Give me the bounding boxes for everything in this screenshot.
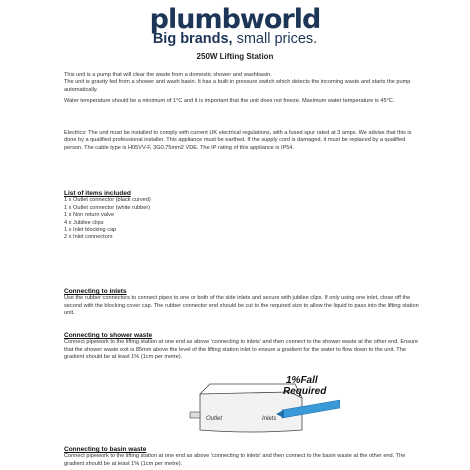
list-item: 1 x Non return valve: [64, 212, 115, 219]
list-item: 1 x Outlet connector (black curved): [64, 197, 151, 204]
tagline-bold: Big brands,: [152, 31, 233, 47]
inlets-label: Inlets: [262, 416, 277, 422]
fall-label-line-1: 1%Fall: [286, 375, 318, 386]
basin-text: Connect pipework to the lifting station at one end as above 'connecting to inlets' and then connect to the basin waste at the other end. The gradient should be at least 1% (1cm per metre).: [64, 453, 406, 467]
inlets-text: Use the rubber connectors to connect pipes to one or both of the side inlets and secure with jubilee clips. If only using one inlet, close off the second with the blocking cover cap. The rubber connector end should be cut to the required size to allow the liquid to pass into the lifting station unit.: [64, 295, 419, 317]
intro-line-1: This unit is a pump that will clear the waste from a domestic shower and washbasin.: [64, 72, 272, 78]
list-item: 1 x Outlet connector (white rubber): [64, 204, 151, 211]
list-item: 4 x Jubilee clips: [64, 219, 104, 226]
tagline: [0, 30, 470, 48]
basin-heading: Connecting to basin waste: [64, 446, 147, 453]
inlets-section: [64, 288, 424, 318]
outlet-spigot: [190, 412, 200, 418]
fall-diagram: [170, 372, 340, 442]
intro-line-2: The unit is gravity fed from a shower and wash basin. It has a built-in pressure switch which detects the incoming waste and starts the pump automatically.: [64, 79, 411, 93]
items-heading: List of items included: [64, 190, 131, 197]
water-temp-text: Water temperature should be a minimum of 1°C and it is important that the unit does not freeze. Maximum water temperature is 45°C.: [64, 98, 395, 104]
water-temp-section: [64, 98, 424, 105]
shower-heading: Connecting to shower waste: [64, 332, 153, 339]
items-section: [64, 190, 424, 242]
brand-logo: plumbworld: [149, 4, 321, 35]
electrics-section: [64, 130, 424, 152]
list-item: 1 x Inlet blocking cap: [64, 227, 117, 234]
inlets-heading: Connecting to inlets: [64, 288, 127, 295]
electrics-text: Electrics: The unit must be installed to comply with current UK electrical regulations, with a fused spur rated at 3 amps. We advise that this is done by a qualified professional installer. This appliance must be earthed. If the supply cord is damaged, it must be replaced by a qualified person. The cable type is H05VV-F, 3G0.75mm2 VDE. The IP rating of this appliance is IP54.: [64, 130, 412, 151]
outlet-label: Outlet: [206, 416, 223, 422]
fall-label-line-2: Required: [283, 386, 327, 397]
intro-section: [64, 72, 424, 94]
tagline-rest: small prices.: [232, 31, 318, 47]
product-title: 250W Lifting Station: [196, 52, 274, 61]
shower-section: [64, 332, 424, 362]
shower-text: Connect pipework to the lifting station at one end as above 'connecting to inlets' and then connect to the shower waste at the other end. Ensure that the shower waste exit is 85mm above the level of the lifting station inlet to ensure a gradient for the water to flow down to the unit. The gradient should be at least 1% (1cm per metre).: [64, 339, 419, 361]
list-item: 2 x Inlet connectors: [64, 234, 113, 241]
basin-section: [64, 446, 424, 468]
